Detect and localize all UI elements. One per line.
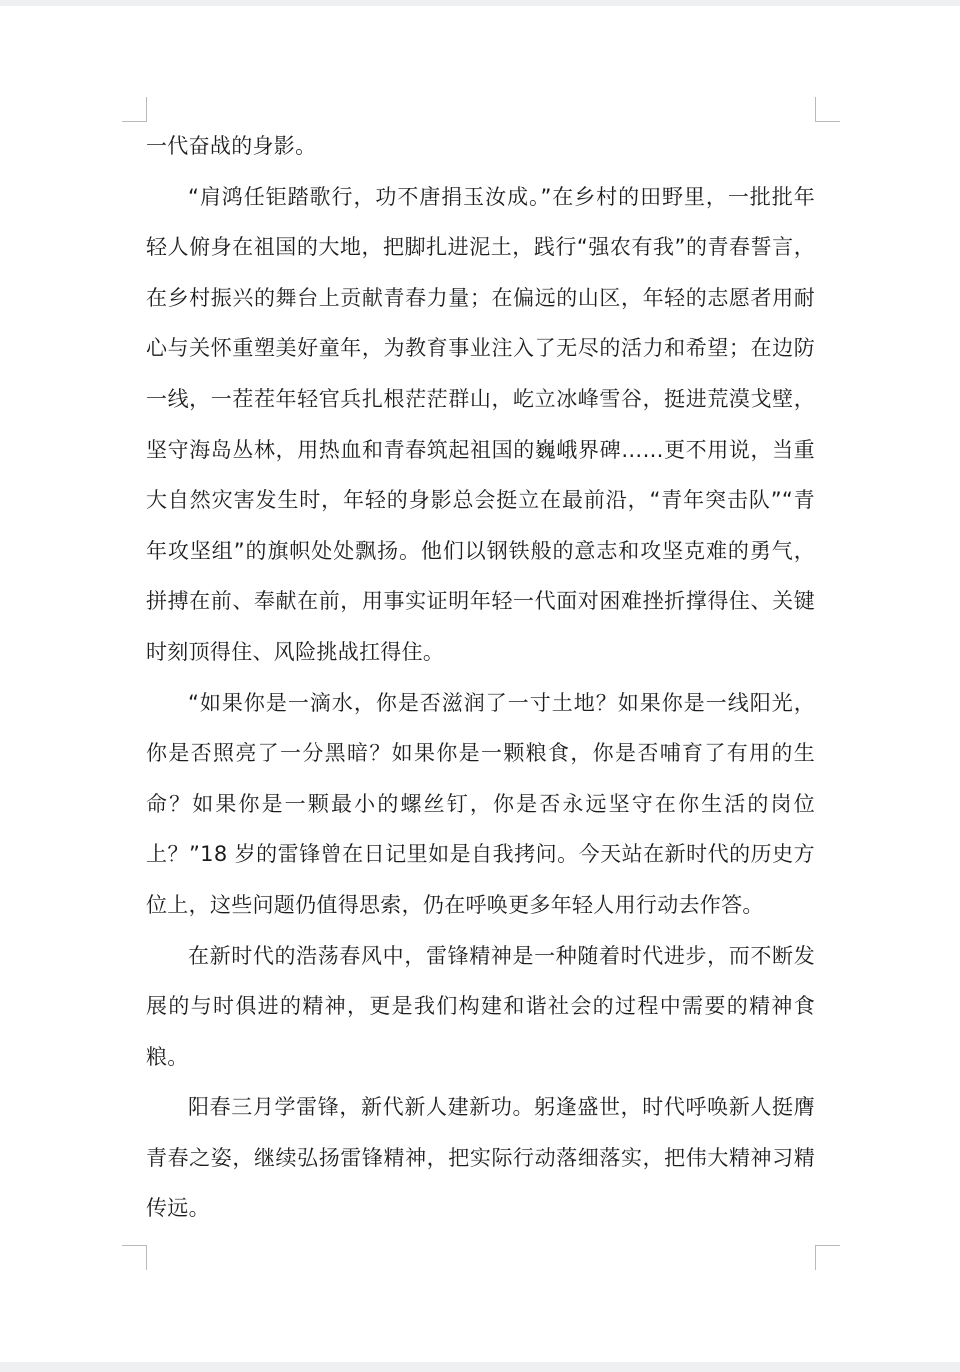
paragraph[interactable]: “如果你是一滴水，你是否滋润了一寸土地？如果你是一线阳光，你是否照亮了一分黑暗？如果你是一颗粮食，你是否哺育了有用的生命？如果你是一颗最小的螺丝钉，你是否永远坚守在你生活的岗位上？”18 岁的雷锋曾在日记里如是自我拷问。今天站在新时代的历史方位上，这些问题仍值得思索，仍在呼唤更多年轻人用行动去作答。	[146, 690, 815, 917]
paragraph[interactable]: 在新时代的浩荡春风中，雷锋精神是一种随着时代进步，而不断发展的与时俱进的精神，更是我们构建和谐社会的过程中需要的精神食粮。	[146, 943, 815, 1069]
margin-corner-top-right	[815, 97, 840, 122]
margin-corner-bottom-right	[815, 1245, 840, 1270]
document-page	[0, 6, 960, 1362]
margin-corner-bottom-left	[122, 1245, 147, 1270]
document-body[interactable]	[146, 121, 815, 1234]
paragraph[interactable]: 一代奋战的身影。	[146, 134, 317, 158]
paragraph[interactable]: 阳春三月学雷锋，新代新人建新功。躬逢盛世，时代呼唤新人挺膺青春之姿，继续弘扬雷锋精神，把实际行动落细落实，把伟大精神习精传远。	[146, 1095, 815, 1221]
margin-corner-top-left	[122, 97, 147, 122]
paragraph[interactable]: “肩鸿任钜踏歌行，功不唐捐玉汝成。”在乡村的田野里，一批批年轻人俯身在祖国的大地，把脚扎进泥土，践行“强农有我”的青春誓言，在乡村振兴的舞台上贡献青春力量；在偏远的山区，年轻的志愿者用耐心与关怀重塑美好童年，为教育事业注入了无尽的活力和希望；在边防一线，一茬茬年轻官兵扎根茫茫群山，屹立冰峰雪谷，挺进荒漠戈壁，坚守海岛丛林，用热血和青春筑起祖国的巍峨界碑……更不用说，当重大自然灾害发生时，年轻的身影总会挺立在最前沿，“青年突击队”“青年攻坚组”的旗帜处处飘扬。他们以钢铁般的意志和攻坚克难的勇气，拼搏在前、奉献在前，用事实证明年轻一代面对困难挫折撑得住、关键时刻顶得住、风险挑战扛得住。	[146, 184, 815, 664]
